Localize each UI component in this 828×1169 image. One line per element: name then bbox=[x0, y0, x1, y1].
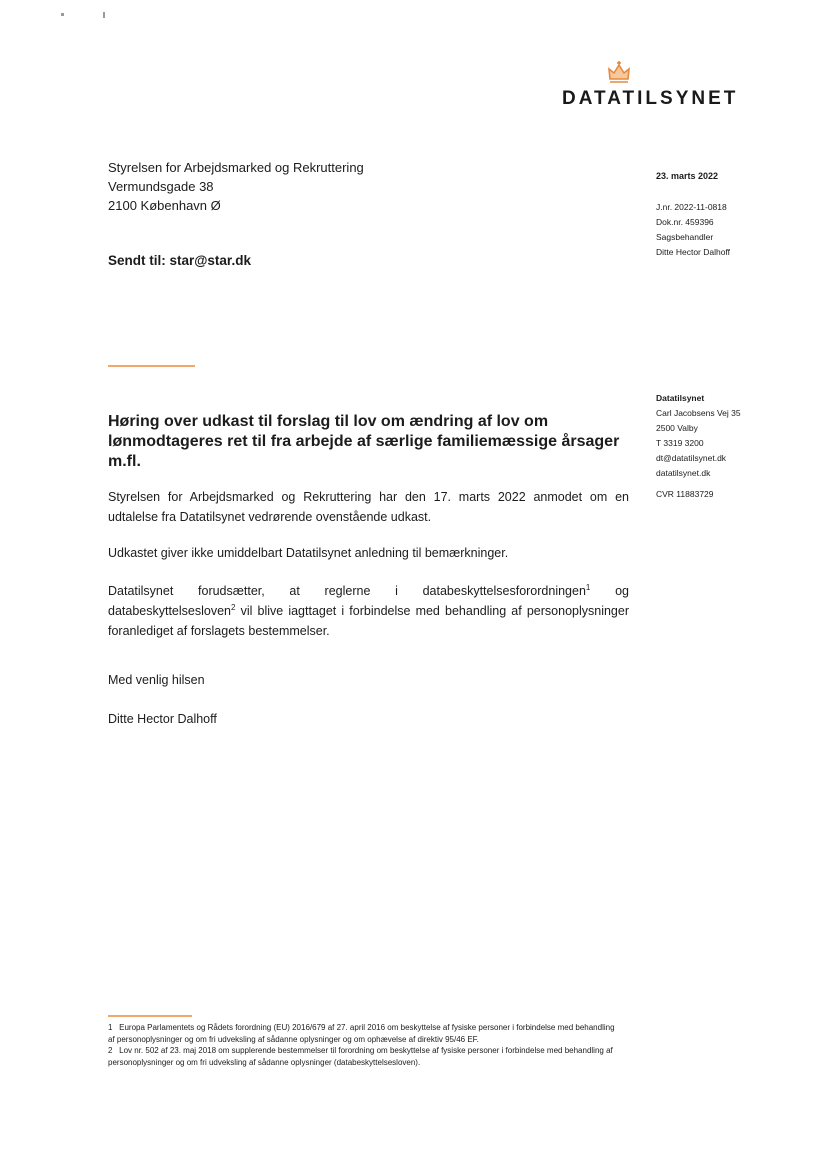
sender-web: datatilsynet.dk bbox=[656, 468, 711, 478]
caseworker-label: Sagsbehandler bbox=[656, 232, 714, 242]
footnote-ref-1: 1 bbox=[585, 582, 591, 592]
logo-wordmark: DATATILSYNET bbox=[562, 88, 739, 109]
footnote-number: 1 bbox=[108, 1023, 113, 1032]
letter-heading: Høring over udkast til forslag til lov om ændring af lov om lønmodtageres ret til fra arbejde af særlige familiemæssige årsager m.fl. bbox=[108, 413, 620, 470]
footnotes bbox=[108, 1022, 623, 1068]
sender-org: Datatilsynet bbox=[656, 393, 705, 403]
footnote-number: 2 bbox=[108, 1046, 113, 1055]
journal-number: J.nr. 2022-11-0818 bbox=[656, 202, 727, 212]
sender-contact bbox=[656, 391, 741, 481]
caseworker-name: Ditte Hector Dalhoff bbox=[656, 247, 731, 257]
document-number: Dok.nr. 459396 bbox=[656, 217, 714, 227]
footnote bbox=[108, 1022, 623, 1045]
sender-city: 2500 Valby bbox=[656, 423, 698, 433]
footnote-text: Lov nr. 502 af 23. maj 2018 om supplerende bestemmelser til forordning om beskyttelse af fysiske personer i forbindelse med behandling af personoplysninger og om fri udveksling af sådanne oplysninger (databeskyttelsesloven). bbox=[108, 1046, 613, 1067]
recipient-line: 2100 København Ø bbox=[108, 198, 221, 213]
paragraph-2: Udkastet giver ikke umiddelbart Datatilsynet anledning til bemærkninger. bbox=[108, 546, 509, 560]
paragraph-3-part: og databeskyttelsesloven bbox=[108, 584, 629, 618]
footnote bbox=[108, 1045, 623, 1068]
paragraph-3 bbox=[108, 581, 629, 641]
paragraph-3-part: Datatilsynet forudsætter, at reglerne i databeskyttelsesforordningen bbox=[108, 584, 586, 598]
recipient-address bbox=[108, 158, 364, 215]
footnote-ref-2: 2 bbox=[231, 602, 236, 612]
signer-name: Ditte Hector Dalhoff bbox=[108, 712, 217, 726]
closing: Med venlig hilsen bbox=[108, 673, 205, 687]
sender-cvr: CVR 11883729 bbox=[656, 489, 714, 499]
footnote-divider bbox=[108, 1015, 192, 1017]
sender-street: Carl Jacobsens Vej 35 bbox=[656, 408, 741, 418]
sender-phone: T 3319 3200 bbox=[656, 438, 704, 448]
case-meta bbox=[656, 200, 730, 260]
paragraph-3-part: vil blive iagttaget i forbindelse med behandling af personoplysninger foranlediget af forslagets bestemmelser. bbox=[108, 604, 629, 638]
scan-speck bbox=[103, 12, 105, 18]
crown-icon bbox=[606, 60, 632, 86]
sender-email: dt@datatilsynet.dk bbox=[656, 453, 727, 463]
orange-divider bbox=[108, 365, 195, 367]
recipient-line: Styrelsen for Arbejdsmarked og Rekruttering bbox=[108, 160, 364, 175]
paragraph-1: Styrelsen for Arbejdsmarked og Rekruttering har den 17. marts 2022 anmodet om en udtalelse fra Datatilsynet vedrørende ovenstående udkast. bbox=[108, 490, 629, 524]
footnote-text: Europa Parlamentets og Rådets forordning (EU) 2016/679 af 27. april 2016 om beskyttelse af fysiske personer i forbindelse med behandling af personoplysninger og om fri udveksling af sådanne oplysninger og om ophævelse af direktiv 95/46 EF. bbox=[108, 1023, 615, 1044]
scan-speck bbox=[61, 13, 64, 16]
letter-date: 23. marts 2022 bbox=[656, 171, 719, 181]
recipient-line: Vermundsgade 38 bbox=[108, 179, 214, 194]
sent-to: Sendt til: star@star.dk bbox=[108, 253, 251, 268]
